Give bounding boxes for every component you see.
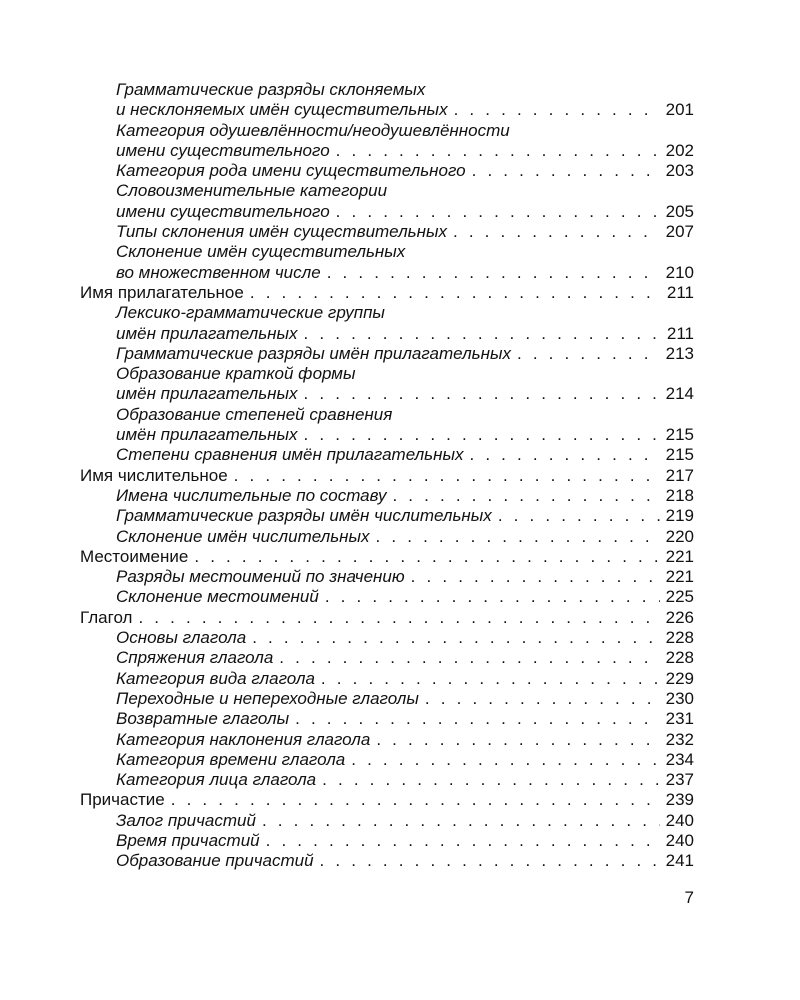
dot-leader bbox=[392, 486, 659, 506]
toc-entry-line bbox=[80, 790, 694, 810]
toc-page-number: 240 bbox=[665, 810, 694, 830]
toc-entry-line bbox=[116, 303, 694, 323]
dot-leader bbox=[322, 770, 659, 790]
toc-entry-title: имени существительного bbox=[116, 201, 330, 221]
toc-entry-title: Склонение имён числительных bbox=[116, 526, 370, 546]
toc-entry-line bbox=[116, 628, 694, 648]
toc-entry-title: Образование краткой формы bbox=[116, 364, 356, 384]
toc-page-number: 205 bbox=[665, 201, 694, 221]
toc-subsection bbox=[80, 445, 694, 465]
toc-subsection bbox=[80, 405, 694, 446]
toc-entry-line bbox=[116, 587, 694, 607]
toc-page-number: 221 bbox=[665, 567, 694, 587]
toc-entry-line bbox=[116, 486, 694, 506]
toc-entry-line bbox=[116, 750, 694, 770]
toc-entry-line bbox=[116, 669, 694, 689]
toc-entry-title: Склонение имён существительных bbox=[116, 242, 406, 262]
toc-page-number: 232 bbox=[665, 729, 694, 749]
toc-subsection bbox=[80, 364, 694, 405]
toc-entry-line bbox=[116, 567, 694, 587]
toc-entry-title: Степени сравнения имён прилагательных bbox=[116, 445, 464, 465]
toc-page-number: 202 bbox=[665, 140, 694, 160]
toc-entry-line bbox=[116, 263, 694, 283]
toc-subsection bbox=[80, 587, 694, 607]
dot-leader bbox=[234, 466, 660, 486]
toc-entry-title: имён прилагательных bbox=[116, 323, 298, 343]
toc-entry-title: Причастие bbox=[80, 790, 165, 810]
toc-page-number: 221 bbox=[665, 546, 694, 566]
toc-subsection bbox=[80, 222, 694, 242]
dot-leader bbox=[376, 527, 660, 547]
toc-page-number: 230 bbox=[665, 688, 694, 708]
toc-entry-title: Основы глагола bbox=[116, 628, 247, 648]
dot-leader bbox=[336, 202, 660, 222]
toc-page-number: 201 bbox=[665, 100, 694, 120]
toc-entry-title: Грамматические разряды склоняемых bbox=[116, 80, 426, 99]
toc-entry-title: Образование причастий bbox=[116, 851, 314, 871]
toc-section bbox=[80, 608, 694, 628]
table-of-contents bbox=[80, 80, 694, 872]
toc-entry-title: Залог причастий bbox=[116, 810, 256, 830]
toc-entry-title: Словоизменительные категории bbox=[116, 181, 388, 201]
toc-entry-title: и несклоняемых имён существительных bbox=[116, 100, 448, 120]
toc-page-number: 211 bbox=[666, 282, 694, 302]
dot-leader bbox=[320, 851, 660, 871]
toc-entry-title: Грамматические разряды имён прилагательных bbox=[116, 343, 511, 363]
toc-subsection bbox=[80, 121, 694, 162]
toc-entry-line bbox=[116, 425, 694, 445]
toc-entry-line bbox=[116, 80, 694, 100]
dot-leader bbox=[411, 567, 660, 587]
toc-subsection bbox=[80, 730, 694, 750]
dot-leader bbox=[138, 608, 659, 628]
toc-section bbox=[80, 547, 694, 567]
toc-subsection bbox=[80, 648, 694, 668]
toc-subsection bbox=[80, 80, 694, 121]
toc-subsection bbox=[80, 506, 694, 526]
toc-subsection bbox=[80, 770, 694, 790]
dot-leader bbox=[252, 628, 659, 648]
toc-page-number: 234 bbox=[665, 749, 694, 769]
toc-entry-line bbox=[116, 242, 694, 262]
toc-entry-line bbox=[80, 466, 694, 486]
toc-page-number: 239 bbox=[665, 790, 694, 810]
dot-leader bbox=[304, 384, 660, 404]
toc-entry-line bbox=[116, 527, 694, 547]
toc-page-number: 211 bbox=[666, 323, 694, 343]
toc-page-number: 217 bbox=[665, 465, 694, 485]
toc-page-number: 241 bbox=[665, 851, 694, 871]
toc-entry-title: во множественном числе bbox=[116, 262, 321, 282]
toc-entry-line bbox=[116, 405, 694, 425]
toc-entry-line bbox=[116, 344, 694, 364]
toc-entry-line bbox=[116, 689, 694, 709]
toc-page-number: 220 bbox=[665, 526, 694, 546]
toc-entry-title: Переходные и непереходные глаголы bbox=[116, 688, 419, 708]
toc-entry-title: имён прилагательных bbox=[116, 425, 298, 445]
toc-entry-line bbox=[116, 222, 694, 242]
toc-entry-line bbox=[80, 608, 694, 628]
toc-page-number: 207 bbox=[665, 222, 694, 242]
toc-entry-title: Категория наклонения глагола bbox=[116, 729, 371, 749]
toc-subsection bbox=[80, 750, 694, 770]
dot-leader bbox=[336, 141, 660, 161]
dot-leader bbox=[472, 161, 660, 181]
toc-entry-title: Категория одушевлённости/неодушевлённости bbox=[116, 120, 510, 140]
toc-entry-line bbox=[116, 364, 694, 384]
toc-subsection bbox=[80, 669, 694, 689]
toc-subsection bbox=[80, 628, 694, 648]
toc-entry-line bbox=[116, 181, 694, 201]
toc-entry-line bbox=[116, 121, 694, 141]
toc-entry-title: Имя прилагательное bbox=[80, 282, 244, 302]
toc-page-number: 228 bbox=[665, 628, 694, 648]
toc-entry-title: Склонение местоимений bbox=[116, 587, 319, 607]
toc-entry-line bbox=[116, 100, 694, 120]
toc-subsection bbox=[80, 486, 694, 506]
toc-entry-line bbox=[116, 324, 694, 344]
toc-entry-line bbox=[116, 811, 694, 831]
toc-page-number: 226 bbox=[665, 607, 694, 627]
toc-entry-line bbox=[116, 730, 694, 750]
dot-leader bbox=[376, 730, 659, 750]
toc-page-number: 231 bbox=[665, 709, 694, 729]
toc-entry-title: имени существительного bbox=[116, 140, 330, 160]
toc-entry-line bbox=[116, 770, 694, 790]
toc-page-number: 228 bbox=[665, 648, 694, 668]
toc-entry-title: Разряды местоимений по значению bbox=[116, 567, 405, 587]
toc-entry-title: Категория лица глагола bbox=[116, 770, 317, 790]
dot-leader bbox=[279, 648, 659, 668]
toc-subsection bbox=[80, 303, 694, 344]
page-number: 7 bbox=[684, 888, 694, 907]
dot-leader bbox=[425, 689, 660, 709]
toc-entry-title: Время причастий bbox=[116, 830, 260, 850]
toc-entry-title: имён прилагательных bbox=[116, 384, 298, 404]
toc-entry-title: Категория времени глагола bbox=[116, 749, 346, 769]
toc-entry-title: Возвратные глаголы bbox=[116, 709, 290, 729]
toc-subsection bbox=[80, 709, 694, 729]
toc-section bbox=[80, 790, 694, 810]
toc-entry-title: Местоимение bbox=[80, 546, 189, 566]
toc-entry-line bbox=[116, 709, 694, 729]
toc-subsection bbox=[80, 181, 694, 222]
dot-leader bbox=[453, 222, 660, 242]
toc-entry-line bbox=[116, 141, 694, 161]
dot-leader bbox=[295, 709, 660, 729]
dot-leader bbox=[454, 100, 660, 120]
dot-leader bbox=[351, 750, 659, 770]
toc-page-number: 215 bbox=[665, 445, 694, 465]
toc-entry-title: Типы склонения имён существительных bbox=[116, 222, 447, 242]
toc-subsection bbox=[80, 242, 694, 283]
dot-leader bbox=[321, 669, 660, 689]
toc-subsection bbox=[80, 567, 694, 587]
toc-subsection bbox=[80, 161, 694, 181]
toc-page-number: 240 bbox=[665, 830, 694, 850]
dot-leader bbox=[498, 506, 660, 526]
dot-leader bbox=[250, 283, 661, 303]
dot-leader bbox=[327, 263, 660, 283]
toc-entry-title: Имена числительные по составу bbox=[116, 485, 387, 505]
toc-page-number: 237 bbox=[665, 770, 694, 790]
toc-entry-title: Имя числительное bbox=[80, 465, 228, 485]
dot-leader bbox=[304, 425, 660, 445]
toc-subsection bbox=[80, 527, 694, 547]
toc-entry-line bbox=[116, 161, 694, 181]
dot-leader bbox=[266, 831, 660, 851]
toc-entry-line bbox=[116, 202, 694, 222]
toc-entry-title: Грамматические разряды имён числительных bbox=[116, 506, 492, 526]
toc-section bbox=[80, 466, 694, 486]
toc-entry-line bbox=[80, 547, 694, 567]
dot-leader bbox=[304, 324, 661, 344]
dot-leader bbox=[517, 344, 660, 364]
toc-entry-title: Категория вида глагола bbox=[116, 668, 315, 688]
toc-page-number: 219 bbox=[665, 506, 694, 526]
toc-entry-title: Глагол bbox=[80, 607, 133, 627]
toc-subsection bbox=[80, 851, 694, 871]
toc-entry-title: Спряжения глагола bbox=[116, 648, 274, 668]
toc-entry-title: Образование степеней сравнения bbox=[116, 404, 393, 424]
toc-page-number: 214 bbox=[665, 384, 694, 404]
toc-page-number: 203 bbox=[665, 161, 694, 181]
dot-leader bbox=[262, 811, 660, 831]
toc-entry-title: Лексико-грамматические группы bbox=[116, 303, 385, 323]
toc-page-number: 225 bbox=[665, 587, 694, 607]
toc-subsection bbox=[80, 831, 694, 851]
toc-entry-line bbox=[116, 831, 694, 851]
toc-entry-line bbox=[116, 506, 694, 526]
toc-subsection bbox=[80, 344, 694, 364]
toc-page-number: 229 bbox=[665, 668, 694, 688]
dot-leader bbox=[171, 790, 660, 810]
dot-leader bbox=[469, 445, 659, 465]
toc-page-number: 218 bbox=[665, 485, 694, 505]
toc-entry-line bbox=[116, 384, 694, 404]
dot-leader bbox=[194, 547, 659, 567]
toc-subsection bbox=[80, 689, 694, 709]
dot-leader bbox=[325, 587, 660, 607]
toc-entry-line bbox=[80, 283, 694, 303]
toc-entry-line bbox=[116, 648, 694, 668]
toc-entry-title: Категория рода имени существительного bbox=[116, 161, 466, 181]
toc-page-number: 215 bbox=[665, 425, 694, 445]
toc-page-number: 210 bbox=[665, 262, 694, 282]
toc-entry-line bbox=[116, 445, 694, 465]
toc-section bbox=[80, 283, 694, 303]
toc-entry-line bbox=[116, 851, 694, 871]
toc-page-number: 213 bbox=[665, 343, 694, 363]
toc-subsection bbox=[80, 811, 694, 831]
